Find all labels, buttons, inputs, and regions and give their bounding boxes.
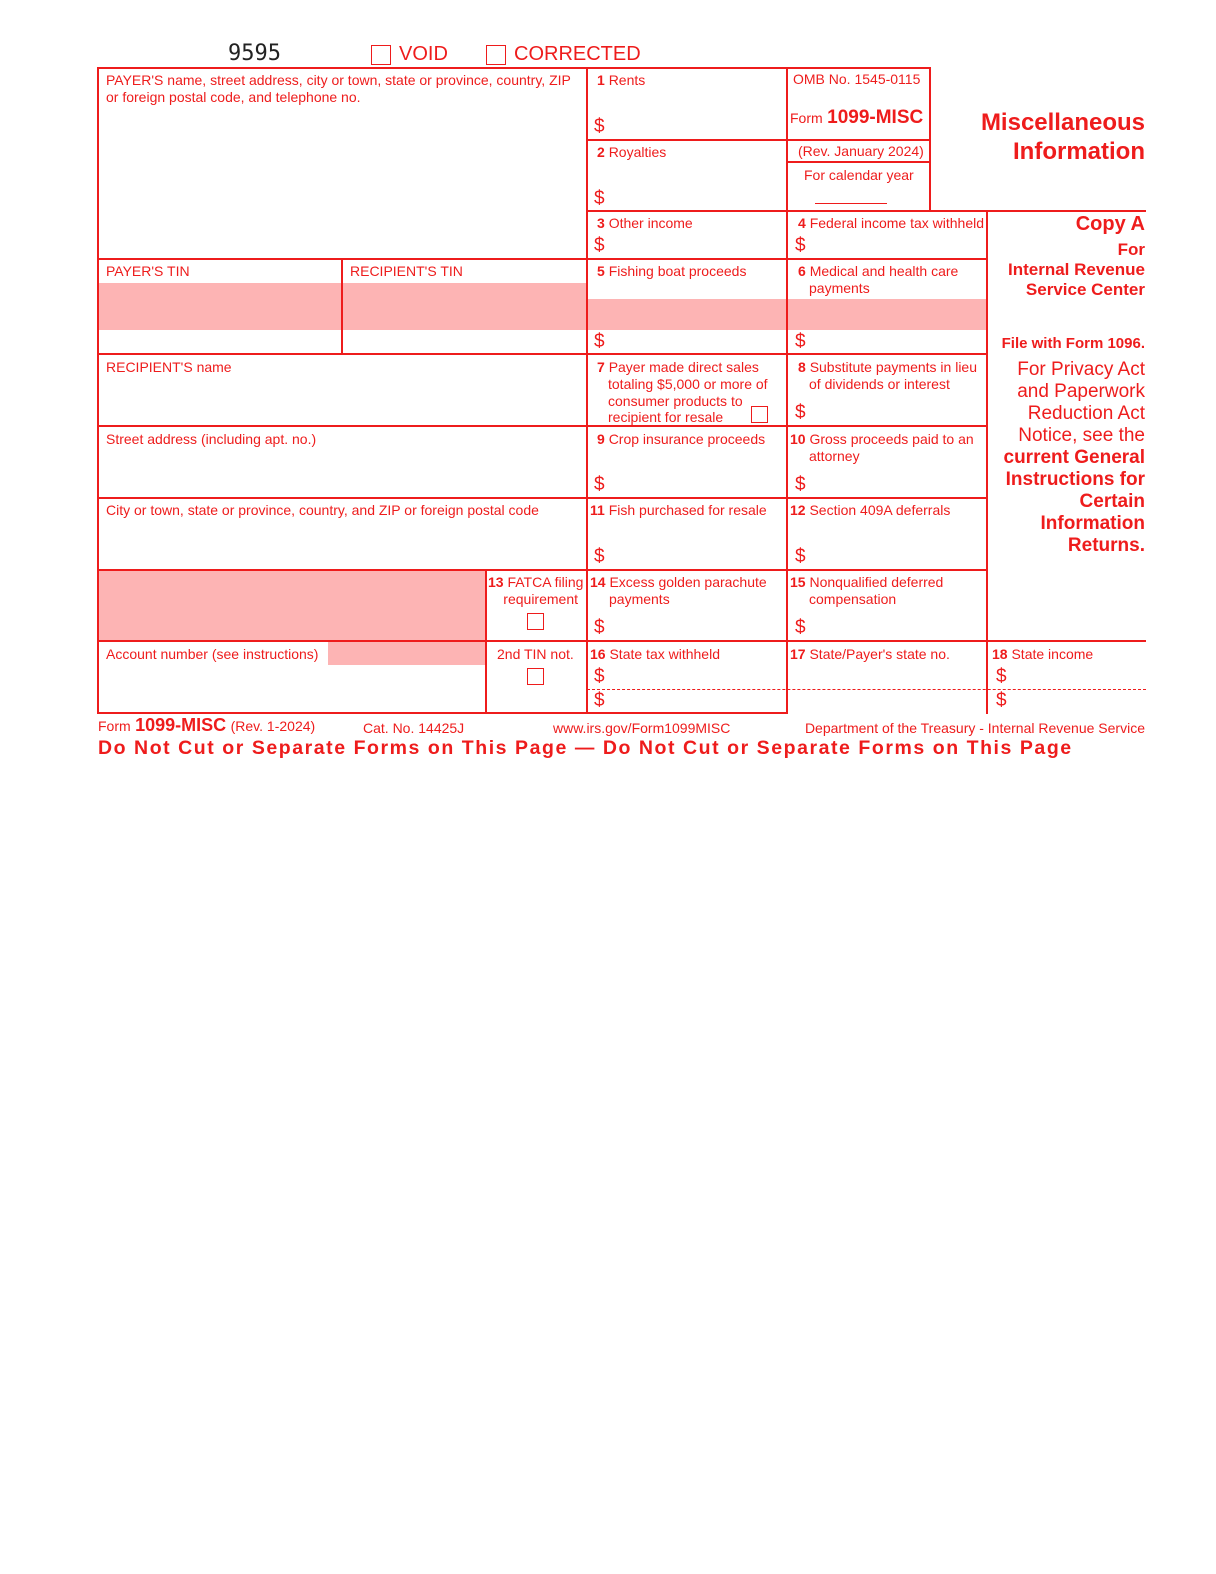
instructions-line-2: Instructions for: [1005, 469, 1145, 490]
rule: [97, 640, 1146, 642]
privacy-line-1: For Privacy Act: [1017, 359, 1145, 380]
recipient-tin-label: RECIPIENT'S TIN: [350, 263, 463, 279]
rule: [97, 569, 988, 571]
dashed-rule: [587, 689, 1146, 690]
omb-form-line: [790, 107, 923, 129]
box16-label: [590, 646, 720, 663]
footer-form-id: [98, 715, 315, 736]
box9-text: Crop insurance proceeds: [608, 431, 766, 447]
box4-number: 4: [798, 215, 806, 231]
box14-number: 14: [590, 574, 606, 590]
box11-number: 11: [590, 502, 605, 518]
box3-number: 3: [597, 215, 605, 231]
omb-number: OMB No. 1545-0115: [793, 71, 921, 87]
privacy-line-2: and Paperwork: [1017, 381, 1145, 402]
box2-label: [597, 144, 666, 161]
account-shade: [328, 642, 485, 665]
box15-label: [790, 574, 943, 591]
box5-number: 5: [597, 263, 605, 279]
omb-form-word: Form: [790, 110, 823, 126]
rule: [97, 67, 931, 69]
rule: [97, 67, 99, 714]
rule: [485, 569, 487, 714]
left-shade-block: [99, 570, 485, 640]
box10-dollar: $: [795, 474, 806, 495]
box12-label: [790, 502, 950, 519]
omb-rev: (Rev. January 2024): [798, 143, 924, 159]
box15-number: 15: [790, 574, 806, 590]
box7-label-4: recipient for resale: [608, 409, 724, 425]
box5-dollar: $: [594, 331, 605, 352]
corrected-checkbox[interactable]: [486, 45, 506, 65]
corrected-label: CORRECTED: [514, 43, 641, 65]
void-label: VOID: [399, 43, 448, 65]
form-title: [950, 108, 1145, 166]
rule: [787, 139, 931, 141]
copy-for: For: [1117, 240, 1145, 259]
file-with-1096: File with Form 1096.: [1001, 335, 1145, 352]
box1-number: 1: [597, 72, 605, 88]
box8-dollar: $: [795, 402, 806, 423]
box17-label: [790, 646, 950, 663]
box11-label: [590, 502, 767, 519]
box16-dollar-2: $: [594, 690, 605, 711]
rule: [787, 161, 931, 163]
box13-text: FATCA filing: [507, 574, 584, 590]
privacy-line-4: Notice, see the: [1018, 425, 1145, 446]
box18-dollar-2: $: [996, 690, 1007, 711]
rule: [786, 67, 788, 714]
box15-dollar: $: [795, 617, 806, 638]
copy-a-label: Copy A: [1075, 213, 1145, 235]
copy-irs-line-1: Internal Revenue: [1008, 260, 1145, 279]
box3-label: [597, 215, 693, 232]
box17-text: State/Payer's state no.: [809, 646, 950, 662]
box10-label: [790, 431, 974, 448]
box12-text: Section 409A deferrals: [809, 502, 951, 518]
rule: [986, 210, 988, 355]
box7-text: Payer made direct sales: [608, 359, 759, 375]
copy-irs-line-2: Service Center: [1025, 280, 1145, 299]
box13-number: 13: [488, 574, 504, 590]
omb-form-name: 1099-MISC: [827, 107, 924, 128]
box7-checkbox[interactable]: [751, 406, 768, 423]
instructions-line-4: Information: [1040, 513, 1145, 534]
box16-dollar-1: $: [594, 666, 605, 687]
rule: [586, 139, 787, 141]
recipient-name-label: RECIPIENT'S name: [106, 359, 232, 375]
tin2-label: 2nd TIN not.: [497, 646, 574, 662]
cal-year-underline: [815, 203, 887, 204]
box2-number: 2: [597, 144, 605, 160]
box8-number: 8: [798, 359, 806, 375]
copy-a-block: [990, 212, 1145, 300]
payer-name-label-1: PAYER'S name, street address, city or town, state or province, country, ZIP: [106, 72, 571, 88]
form-title-line-2: Information: [1013, 138, 1145, 165]
privacy-notice: [975, 359, 1145, 557]
footer-cat-no: Cat. No. 14425J: [363, 720, 465, 736]
box4-text: Federal income tax withheld: [809, 215, 984, 231]
instructions-line-1: current General: [1003, 447, 1145, 468]
box15-label-2: compensation: [809, 591, 897, 607]
box6-number: 6: [798, 263, 806, 279]
rule: [97, 258, 988, 260]
box8-text: Substitute payments in lieu: [809, 359, 978, 375]
box14-text: Excess golden parachute: [609, 574, 767, 590]
rule: [97, 425, 988, 427]
footer-form-name: 1099-MISC: [135, 715, 227, 735]
box18-number: 18: [992, 646, 1008, 662]
box2-text: Royalties: [608, 144, 667, 160]
box6-label: [798, 263, 958, 280]
box8-label-2: of dividends or interest: [809, 376, 950, 392]
box18-text: State income: [1011, 646, 1094, 662]
tin2-checkbox[interactable]: [527, 668, 544, 685]
box1-label: [597, 72, 645, 89]
do-not-cut-warning: Do Not Cut or Separate Forms on This Page — Do Not Cut or Separate Forms on This Page: [98, 737, 1073, 759]
rule: [97, 712, 787, 714]
payer-name-label-2: or foreign postal code, and telephone no.: [106, 89, 361, 105]
rule: [341, 258, 343, 355]
box8-label: [798, 359, 977, 376]
box15-text: Nonqualified deferred: [809, 574, 944, 590]
form-code: 9595: [228, 41, 281, 66]
box9-dollar: $: [594, 474, 605, 495]
box13-label-1: [488, 574, 584, 591]
box18-label: [992, 646, 1093, 663]
street-address-label: Street address (including apt. no.): [106, 431, 317, 447]
box11-dollar: $: [594, 546, 605, 567]
rule: [586, 67, 588, 714]
account-number-label: Account number (see instructions): [106, 646, 319, 662]
footer-form-word: Form: [98, 718, 131, 734]
box6-dollar: $: [795, 331, 806, 352]
box14-label-2: payments: [609, 591, 670, 607]
instructions-line-3: Certain: [1079, 491, 1145, 512]
box10-number: 10: [790, 431, 806, 447]
box14-label: [590, 574, 767, 591]
box5-text: Fishing boat proceeds: [608, 263, 747, 279]
box13-label-2: requirement: [503, 591, 578, 607]
box6-label-2: payments: [809, 280, 870, 296]
box16-text: State tax withheld: [609, 646, 720, 662]
rule: [97, 353, 988, 355]
box10-text: Gross proceeds paid to an: [809, 431, 974, 447]
footer-department: Department of the Treasury - Internal Revenue Service: [804, 720, 1145, 736]
box17-number: 17: [790, 646, 806, 662]
calendar-year-label: For calendar year: [804, 167, 914, 183]
privacy-line-3: Reduction Act: [1027, 403, 1145, 424]
fatca-checkbox[interactable]: [527, 613, 544, 630]
box3-dollar: $: [594, 235, 605, 256]
instructions-line-5: Returns.: [1067, 535, 1145, 556]
footer-rev: (Rev. 1-2024): [230, 718, 316, 734]
box7-number: 7: [597, 359, 605, 375]
box4-dollar: $: [795, 235, 806, 256]
void-checkbox[interactable]: [371, 45, 391, 65]
box11-text: Fish purchased for resale: [608, 502, 767, 518]
box7-label-3: consumer products to: [608, 393, 743, 409]
rule: [97, 497, 988, 499]
box14-dollar: $: [594, 617, 605, 638]
box18-dollar-1: $: [996, 666, 1007, 687]
box7-label: [597, 359, 759, 376]
box9-number: 9: [597, 431, 605, 447]
box4-label: [798, 215, 984, 232]
payer-tin-label: PAYER'S TIN: [106, 263, 190, 279]
box12-dollar: $: [795, 546, 806, 567]
box2-dollar: $: [594, 188, 605, 209]
city-label: City or town, state or province, country, and ZIP or foreign postal code: [106, 502, 539, 518]
box9-label: [597, 431, 765, 448]
box7-label-2: totaling $5,000 or more of: [608, 376, 768, 392]
box12-number: 12: [790, 502, 806, 518]
box6-text: Medical and health care: [809, 263, 959, 279]
box3-text: Other income: [608, 215, 693, 231]
box10-label-2: attorney: [809, 448, 860, 464]
box16-number: 16: [590, 646, 606, 662]
footer-url[interactable]: www.irs.gov/Form1099MISC: [553, 720, 731, 736]
box1-dollar: $: [594, 116, 605, 137]
box1-text: Rents: [608, 72, 646, 88]
box5-label: [597, 263, 746, 280]
form-title-line-1: Miscellaneous: [980, 109, 1145, 136]
rule: [929, 67, 931, 212]
